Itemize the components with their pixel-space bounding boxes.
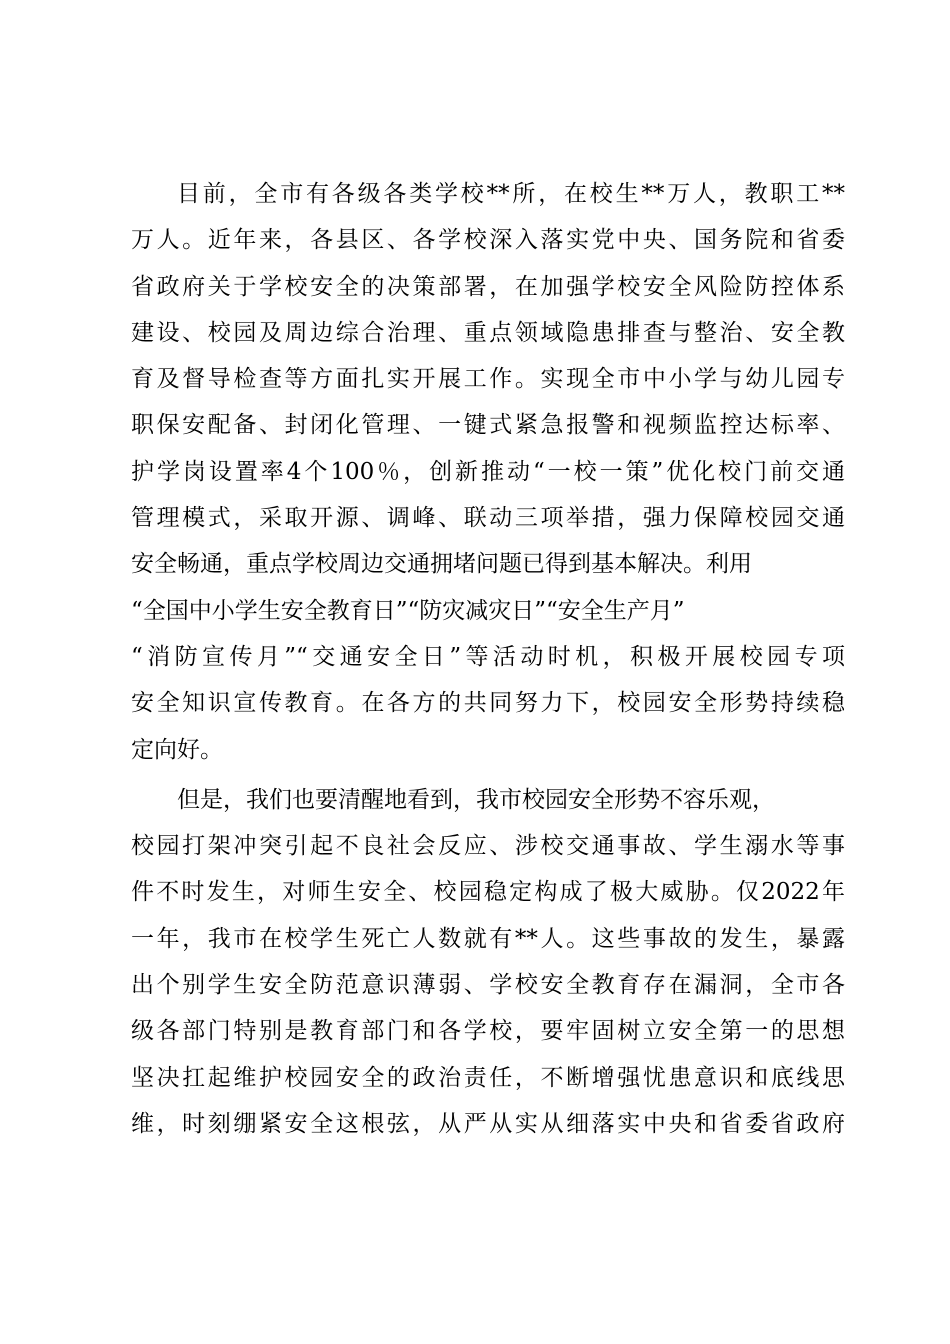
text-line: 级各部门特别是教育部门和各学校，要牢固树立安全第一的思想 <box>131 1018 845 1045</box>
text-line: 职保安配备、封闭化管理、一键式紧急报警和视频监控达标率、 <box>131 412 845 439</box>
text-line: “消防宣传月”“交通安全日”等活动时机，积极开展校园专项 <box>131 643 845 670</box>
document-body <box>131 171 845 1147</box>
text-line: 育及督导检查等方面扎实开展工作。实现全市中小学与幼儿园专 <box>131 366 845 393</box>
paragraph-1 <box>131 171 845 773</box>
text-line: 校园打架冲突引起不良社会反应、涉校交通事故、学生溺水等事 <box>131 833 845 860</box>
text-line: 但是，我们也要清醒地看到，我市校园安全形势不容乐观， <box>177 786 775 813</box>
text-line: “全国中小学生安全教育日”“防灾减灾日”“安全生产月” <box>131 597 685 624</box>
text-line: 出个别学生安全防范意识薄弱、学校安全教育存在漏洞，全市各 <box>131 972 845 999</box>
text-line: 万人。近年来，各县区、各学校深入落实党中央、国务院和省委 <box>131 227 845 254</box>
text-line: 件不时发生，对师生安全、校园稳定构成了极大威胁。仅2022年 <box>131 879 845 906</box>
text-line: 定向好。 <box>131 736 223 763</box>
text-line: 安全畅通，重点学校周边交通拥堵问题已得到基本解决。利用 <box>131 551 752 578</box>
paragraph-2 <box>131 777 845 1147</box>
text-line: 省政府关于学校安全的决策部署，在加强学校安全风险防控体系 <box>131 273 845 300</box>
text-line: 管理模式，采取开源、调峰、联动三项举措，强力保障校园交通 <box>131 505 845 532</box>
text-line: 护学岗设置率4个100％，创新推动“一校一策”优化校门前交通 <box>131 458 845 485</box>
text-line: 建设、校园及周边综合治理、重点领域隐患排查与整治、安全教 <box>131 319 845 346</box>
text-line: 维，时刻绷紧安全这根弦，从严从实从细落实中央和省委省政府 <box>131 1110 845 1137</box>
text-line: 安全知识宣传教育。在各方的共同努力下，校园安全形势持续稳 <box>131 690 845 717</box>
text-line: 一年，我市在校学生死亡人数就有**人。这些事故的发生，暴露 <box>131 925 845 952</box>
text-line: 坚决扛起维护校园安全的政治责任，不断增强忧患意识和底线思 <box>131 1064 845 1091</box>
text-line: 目前，全市有各级各类学校**所，在校生**万人，教职工** <box>177 181 845 207</box>
